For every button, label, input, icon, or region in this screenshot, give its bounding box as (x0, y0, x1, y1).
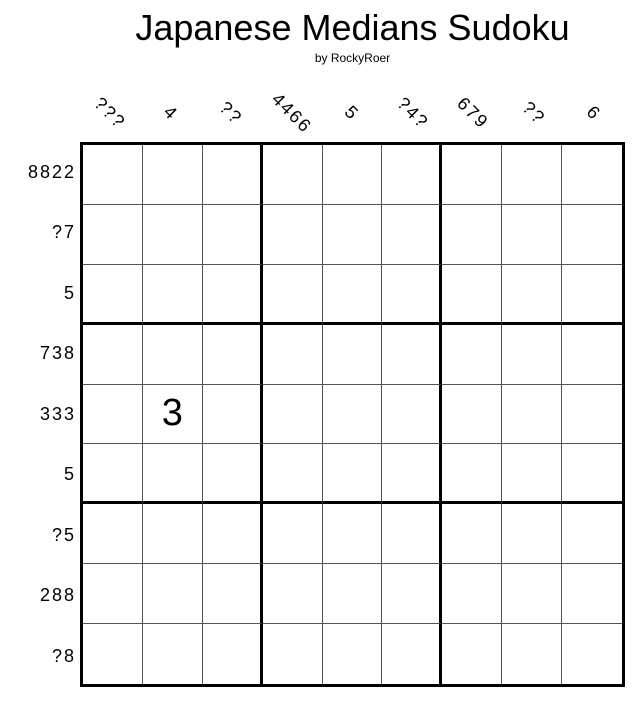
grid-cell-r4c4[interactable] (263, 325, 323, 385)
grid-cell-r6c7[interactable] (442, 444, 502, 504)
grid-cell-r5c5[interactable] (323, 385, 383, 445)
grid-cell-r5c7[interactable] (442, 385, 502, 445)
grid-cell-r2c5[interactable] (323, 205, 383, 265)
puzzle-title: Japanese Medians Sudoku (135, 7, 570, 48)
grid-cell-r7c2[interactable] (143, 504, 203, 564)
grid-cell-r8c7[interactable] (442, 564, 502, 624)
grid-cell-r4c3[interactable] (203, 325, 263, 385)
grid-cell-r1c7[interactable] (442, 145, 502, 205)
row-clue-9 (0, 626, 76, 686)
grid-cell-r7c9[interactable] (562, 504, 622, 564)
row-clue-5 (0, 384, 76, 444)
grid-cell-r4c2[interactable] (143, 325, 203, 385)
row-clue-text: 5 (63, 282, 76, 303)
grid-cell-r1c4[interactable] (263, 145, 323, 205)
grid-cell-r4c1[interactable] (83, 325, 143, 385)
grid-cell-r1c9[interactable] (562, 145, 622, 205)
grid-cell-r6c3[interactable] (203, 444, 263, 504)
grid-cell-r2c8[interactable] (502, 205, 562, 265)
column-clue-5: 5 (340, 101, 364, 125)
grid-cell-r2c3[interactable] (203, 205, 263, 265)
grid-cell-r9c4[interactable] (263, 624, 323, 684)
grid-cell-r1c1[interactable] (83, 145, 143, 205)
grid-cell-r5c2[interactable]: 3 (143, 385, 203, 445)
grid-cell-r9c7[interactable] (442, 624, 502, 684)
row-clue-8 (0, 566, 76, 626)
row-clue-text: ?5 (51, 524, 76, 545)
column-clue-9: 6 (582, 101, 606, 125)
grid-cell-r5c6[interactable] (382, 385, 442, 445)
grid-cell-r7c3[interactable] (203, 504, 263, 564)
grid-cell-r9c1[interactable] (83, 624, 143, 684)
grid-cell-r4c8[interactable] (502, 325, 562, 385)
column-clue-1: ??? (90, 93, 131, 133)
grid-cell-r8c4[interactable] (263, 564, 323, 624)
row-clue-text: ?7 (51, 222, 76, 242)
row-clue-4 (0, 324, 76, 384)
grid-cell-r1c5[interactable] (323, 145, 383, 205)
grid-cell-r6c1[interactable] (83, 444, 143, 504)
grid-cell-r2c2[interactable] (143, 205, 203, 265)
grid-cell-r4c9[interactable] (562, 325, 622, 385)
grid-cell-r2c4[interactable] (263, 205, 323, 265)
grid-cell-r3c1[interactable] (83, 265, 143, 325)
row-clue-6 (0, 445, 76, 505)
grid-cell-r2c1[interactable] (83, 205, 143, 265)
grid-cell-r1c3[interactable] (203, 145, 263, 205)
grid-cell-r8c2[interactable] (143, 564, 203, 624)
grid-cell-r4c7[interactable] (442, 325, 502, 385)
grid-cell-r3c4[interactable] (263, 265, 323, 325)
grid-cell-r9c6[interactable] (382, 624, 442, 684)
grid-cell-r8c5[interactable] (323, 564, 383, 624)
column-clue-4: 4466 (267, 88, 316, 138)
column-clue-2: 4 (159, 101, 183, 125)
grid-cell-r7c7[interactable] (442, 504, 502, 564)
grid-cell-r8c1[interactable] (83, 564, 143, 624)
grid-cell-r5c3[interactable] (203, 385, 263, 445)
grid-cell-r5c1[interactable] (83, 385, 143, 445)
grid-cell-r5c4[interactable] (263, 385, 323, 445)
grid-cell-r3c5[interactable] (323, 265, 383, 325)
grid-cell-r4c6[interactable] (382, 325, 442, 385)
grid-cell-r8c8[interactable] (502, 564, 562, 624)
grid-cell-r8c3[interactable] (203, 564, 263, 624)
row-clue-text: 8822 (27, 161, 76, 182)
column-clue-8: ?? (518, 97, 550, 129)
row-clue-text: ?8 (51, 645, 76, 666)
grid-cell-r6c8[interactable] (502, 444, 562, 504)
grid-cell-r7c4[interactable] (263, 504, 323, 564)
grid-cell-r7c8[interactable] (502, 504, 562, 564)
grid-cell-r3c7[interactable] (442, 265, 502, 325)
row-clue-text: 333 (39, 403, 76, 424)
row-clue-text: 288 (39, 585, 76, 605)
column-clue-3: ?? (215, 97, 247, 129)
grid-cell-r9c9[interactable] (562, 624, 622, 684)
grid-cell-r2c7[interactable] (442, 205, 502, 265)
grid-cell-r6c4[interactable] (263, 444, 323, 504)
grid-cell-r6c6[interactable] (382, 444, 442, 504)
grid-cell-r9c2[interactable] (143, 624, 203, 684)
row-clue-3 (0, 263, 76, 323)
grid-cell-r6c2[interactable] (143, 444, 203, 504)
grid-cell-r3c8[interactable] (502, 265, 562, 325)
grid-cell-r2c6[interactable] (382, 205, 442, 265)
grid-cell-r8c6[interactable] (382, 564, 442, 624)
grid-cell-r1c2[interactable] (143, 145, 203, 205)
column-clue-7: 679 (453, 93, 494, 133)
grid-cell-r7c5[interactable] (323, 504, 383, 564)
grid-cell-r5c8[interactable] (502, 385, 562, 445)
grid-cell-r1c6[interactable] (382, 145, 442, 205)
grid-cell-r3c9[interactable] (562, 265, 622, 325)
row-clue-7 (0, 505, 76, 565)
row-clue-2 (0, 203, 76, 263)
grid-cell-r5c9[interactable] (562, 385, 622, 445)
grid-cell-r2c9[interactable] (562, 205, 622, 265)
column-clue-6: ?4? (392, 93, 433, 133)
grid-cell-r3c3[interactable] (203, 265, 263, 325)
grid-cell-r9c5[interactable] (323, 624, 383, 684)
grid-cell-r8c9[interactable] (562, 564, 622, 624)
grid-cell-r3c6[interactable] (382, 265, 442, 325)
row-clue-text: 738 (39, 343, 76, 363)
grid-cell-r7c6[interactable] (382, 504, 442, 564)
sudoku-grid (80, 142, 625, 687)
grid-cell-r4c5[interactable] (323, 325, 383, 385)
grid-cell-r6c9[interactable] (562, 444, 622, 504)
grid-cell-r7c1[interactable] (83, 504, 143, 564)
row-clue-text: 5 (63, 464, 76, 484)
puzzle-author: by RockyRoer (314, 51, 391, 65)
row-clue-1 (0, 142, 76, 202)
grid-cell-r1c8[interactable] (502, 145, 562, 205)
grid-cell-r6c5[interactable] (323, 444, 383, 504)
grid-cell-r9c3[interactable] (203, 624, 263, 684)
grid-cell-r9c8[interactable] (502, 624, 562, 684)
grid-cell-r3c2[interactable] (143, 265, 203, 325)
